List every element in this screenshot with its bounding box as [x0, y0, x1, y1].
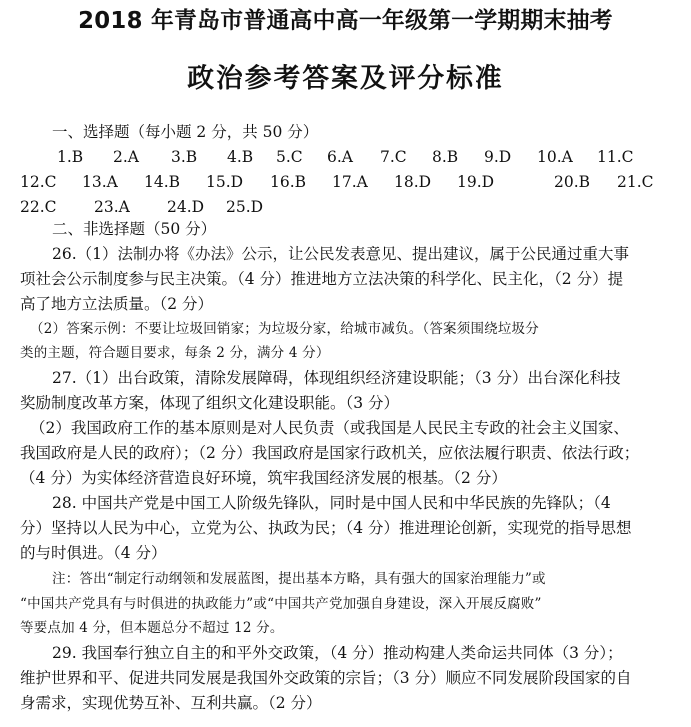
choice-answer: 24.D — [167, 198, 205, 216]
choice-answer: 15.D — [206, 173, 244, 191]
answer-line: 27.（1）出台政策，清除发展障碍，体现组织经济建设职能；（3 分）出台深化科技 — [52, 369, 621, 387]
choice-answer: 8.B — [432, 148, 459, 166]
choice-answer: 4.B — [227, 148, 254, 166]
note-line: “中国共产党具有与时俱进的执政能力”或“中国共产党加强自身建设，深入开展反腐败” — [20, 596, 542, 612]
answer-line: 分）坚持以人民为中心，立党为公、执政为民；（4 分）推进理论创新，实现党的指导思想 — [20, 519, 632, 537]
note-line: 注：答出“制定行动纲领和发展蓝图，提出基本方略，具有强大的国家治理能力”或 — [52, 571, 546, 587]
answer-line: （4 分）为实体经济营造良好环境，筑牢我国经济发展的根基。（2 分） — [20, 469, 507, 487]
answer-line: 29. 我国奉行独立自主的和平外交政策，（4 分）推动构建人类命运共同体（3 分）； — [52, 644, 623, 662]
choice-answer: 20.B — [554, 173, 591, 191]
answer-line: （2）答案示例：不要让垃圾回销家；为垃圾分家，给城市减负。（答案须围绕垃圾分 — [30, 321, 539, 337]
choice-answer: 17.A — [332, 173, 368, 191]
choice-answer: 5.C — [276, 148, 303, 166]
document-subtitle: 政治参考答案及评分标准 — [187, 63, 504, 94]
answer-line: 项社会公示制度参与民主决策。（4 分）推进地方立法决策的科学化、民主化，（2 分）提 — [20, 270, 624, 288]
answer-line: （2）我国政府工作的基本原则是对人民负责（或我国是人民民主专政的社会主义国家、 — [30, 419, 629, 437]
choice-answer: 7.C — [380, 148, 407, 166]
choice-answer: 23.A — [94, 198, 130, 216]
choice-answer: 19.D — [457, 173, 495, 191]
answer-line: 身需求，实现优势互补、互利共赢。（2 分） — [20, 694, 322, 712]
answer-line: 类的主题，符合题目要求，每条 2 分，满分 4 分） — [20, 345, 330, 361]
choice-answer: 6.A — [327, 148, 353, 166]
choice-answer: 2.A — [113, 148, 139, 166]
answer-line: 我国政府是人民的政府）；（2 分）我国政府是国家行政机关，应依法履行职责、依法行政； — [20, 444, 640, 462]
answer-line: 奖励制度改革方案，体现了组织文化建设职能。（3 分） — [20, 394, 400, 412]
answer-line: 高了地方立法质量。（2 分） — [20, 295, 214, 313]
choice-answer: 13.A — [82, 173, 118, 191]
choice-answer: 9.D — [484, 148, 512, 166]
choice-answer: 11.C — [597, 148, 634, 166]
section-heading-nonchoice: 二、非选择题（50 分） — [52, 220, 217, 238]
section-heading-choice: 一、选择题（每小题 2 分，共 50 分） — [52, 123, 319, 141]
answer-line: 维护世界和平、促进共同发展是我国外交政策的宗旨；（3 分）顺应不同发展阶段国家的自 — [20, 669, 632, 687]
answer-line: 28. 中国共产党是中国工人阶级先锋队，同时是中国人民和中华民族的先锋队；（4 — [52, 494, 611, 512]
choice-answer: 14.B — [144, 173, 181, 191]
choice-answer: 21.C — [617, 173, 654, 191]
choice-answer: 10.A — [537, 148, 573, 166]
choice-answer: 12.C — [20, 173, 57, 191]
choice-answer: 1.B — [57, 148, 84, 166]
choice-answer: 25.D — [226, 198, 264, 216]
note-line: 等要点加 4 分，但本题总分不超过 12 分。 — [20, 620, 284, 636]
choice-answer: 16.B — [270, 173, 307, 191]
choice-answer: 22.C — [20, 198, 57, 216]
choice-answer: 3.B — [171, 148, 198, 166]
choice-answer: 18.D — [394, 173, 432, 191]
document-title: 2018 年青岛市普通高中高一年级第一学期期末抽考 — [78, 8, 613, 34]
answer-line: 26.（1）法制办将《办法》公示，让公民发表意见、提出建议，属于公民通过重大事 — [52, 245, 630, 263]
answer-line: 的与时俱进。（4 分） — [20, 544, 167, 562]
